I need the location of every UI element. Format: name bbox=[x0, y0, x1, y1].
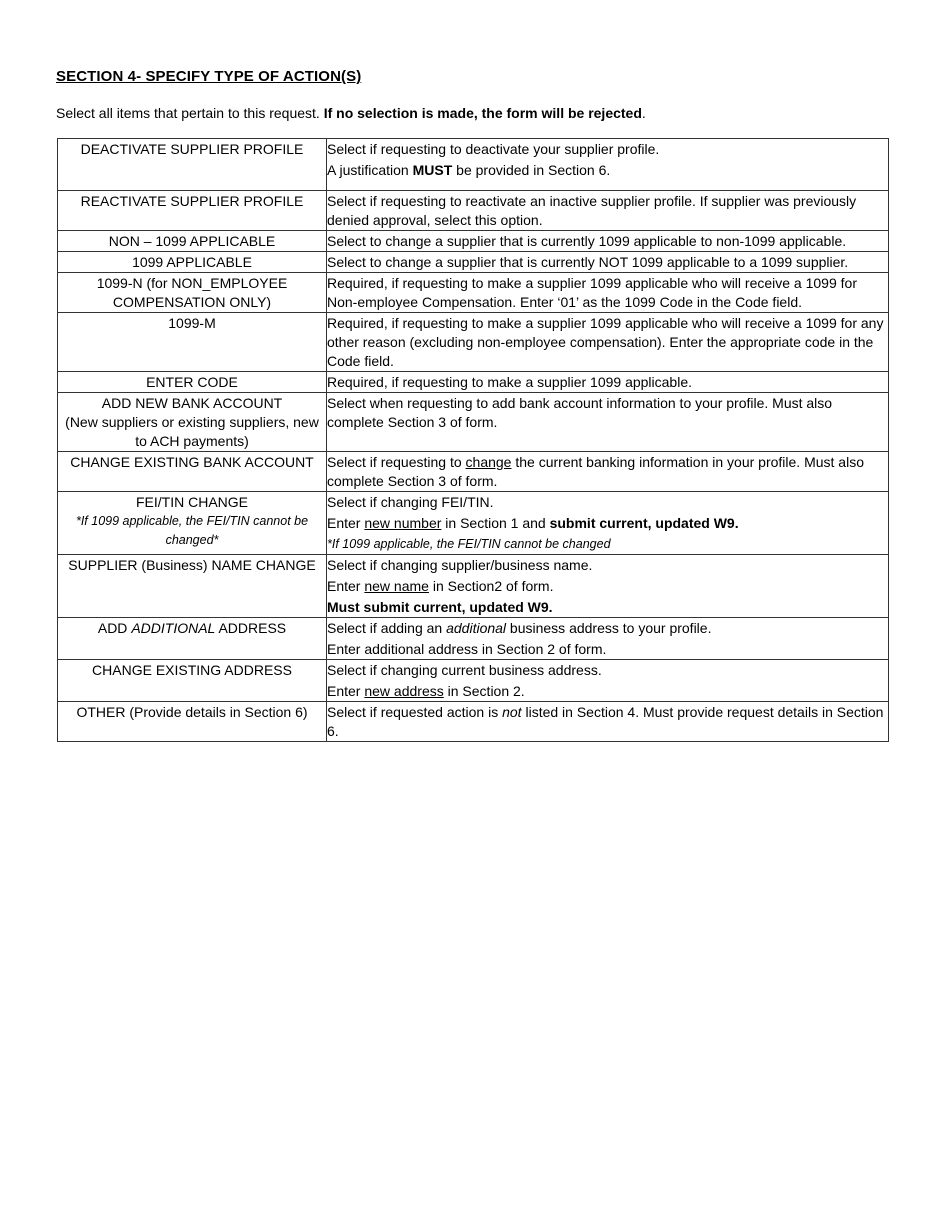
text: Select if adding an bbox=[327, 620, 447, 636]
desc-name-line2 bbox=[327, 577, 888, 596]
label-fein-main: FEI/TIN CHANGE bbox=[135, 494, 248, 510]
label-name-change[interactable]: SUPPLIER (Business) NAME CHANGE bbox=[58, 555, 327, 618]
underlined-text: change bbox=[465, 454, 512, 470]
label-add-address[interactable] bbox=[58, 618, 327, 660]
row-add-bank bbox=[58, 393, 889, 452]
underlined-text: new name bbox=[364, 578, 429, 594]
section-title: SECTION 4- SPECIFY TYPE OF ACTION(S) bbox=[56, 68, 362, 85]
label-add-bank-line1: ADD NEW BANK ACCOUNT bbox=[101, 395, 283, 411]
desc-enter-code: Required, if requesting to make a supplier 1099 applicable. bbox=[327, 372, 889, 393]
intro-bold: If no selection is made, the form will be rejected bbox=[323, 105, 642, 121]
label-enter-code[interactable]: ENTER CODE bbox=[58, 372, 327, 393]
text: in Section 1 and bbox=[441, 515, 550, 531]
text: be provided in Section 6. bbox=[452, 162, 611, 178]
desc-add-address-line1 bbox=[327, 619, 888, 638]
text: in Section2 of form. bbox=[428, 578, 554, 594]
emphasis: Must submit current, updated W9. bbox=[327, 599, 553, 615]
intro-normal: Select all items that pertain to this request. bbox=[56, 105, 324, 121]
emphasis: MUST bbox=[412, 162, 453, 178]
row-other bbox=[58, 702, 889, 742]
row-n1099 bbox=[58, 273, 889, 313]
text: Select if requesting to bbox=[327, 454, 466, 470]
row-deactivate bbox=[58, 139, 889, 191]
underlined-text: new number bbox=[364, 515, 442, 531]
action-table bbox=[57, 138, 889, 742]
text: in Section 2. bbox=[443, 683, 525, 699]
text: A justification bbox=[327, 162, 413, 178]
label-m1099[interactable]: 1099-M bbox=[58, 313, 327, 372]
text: Enter bbox=[327, 578, 365, 594]
label-change-bank[interactable]: CHANGE EXISTING BANK ACCOUNT bbox=[58, 452, 327, 492]
text: ADDRESS bbox=[215, 620, 287, 636]
row-change-address bbox=[58, 660, 889, 702]
row-fein bbox=[58, 492, 889, 555]
emphasis: submit current, updated W9. bbox=[549, 515, 739, 531]
desc-fein bbox=[327, 492, 889, 555]
label-other[interactable]: OTHER (Provide details in Section 6) bbox=[58, 702, 327, 742]
row-change-bank bbox=[58, 452, 889, 492]
intro-text bbox=[56, 105, 646, 121]
italic-text: additional bbox=[446, 620, 507, 636]
desc-add-bank: Select when requesting to add bank account information to your profile. Must also complete Section 3 of form. bbox=[327, 393, 889, 452]
desc-deactivate-line1: Select if requesting to deactivate your supplier profile. bbox=[327, 141, 660, 157]
row-app1099 bbox=[58, 252, 889, 273]
italic-text: ADDITIONAL bbox=[131, 620, 216, 636]
label-deactivate[interactable]: DEACTIVATE SUPPLIER PROFILE bbox=[58, 139, 327, 191]
desc-app1099: Select to change a supplier that is currently NOT 1099 applicable to a 1099 supplier. bbox=[327, 252, 889, 273]
desc-fein-line1: Select if changing FEI/TIN. bbox=[327, 494, 494, 510]
row-enter-code bbox=[58, 372, 889, 393]
desc-non1099: Select to change a supplier that is currently 1099 applicable to non-1099 applicable. bbox=[327, 231, 889, 252]
label-reactivate[interactable]: REACTIVATE SUPPLIER PROFILE bbox=[58, 191, 327, 231]
desc-n1099: Required, if requesting to make a supplier 1099 applicable who will receive a 1099 for Non-employee Compensation. Enter ‘01’ as the 1099 Code in the Code field. bbox=[327, 273, 889, 313]
row-add-address bbox=[58, 618, 889, 660]
label-app1099[interactable]: 1099 APPLICABLE bbox=[58, 252, 327, 273]
text: the current banking information in your profile. Must also complete Section 3 of form. bbox=[327, 454, 864, 489]
row-name-change bbox=[58, 555, 889, 618]
desc-change-address-line2 bbox=[327, 682, 888, 701]
text: Enter bbox=[327, 515, 365, 531]
label-n1099[interactable]: 1099-N (for NON_EMPLOYEE COMPENSATION ONLY) bbox=[58, 273, 327, 313]
row-m1099 bbox=[58, 313, 889, 372]
desc-deactivate bbox=[327, 139, 889, 191]
desc-fein-line3: *If 1099 applicable, the FEI/TIN cannot be changed bbox=[327, 537, 611, 551]
desc-name-line3 bbox=[327, 598, 888, 617]
desc-other bbox=[327, 702, 889, 742]
desc-fein-line2 bbox=[327, 514, 888, 533]
intro-end: . bbox=[641, 105, 646, 121]
desc-m1099: Required, if requesting to make a supplier 1099 applicable who will receive a 1099 for any other reason (excluding non-employee compensation). Enter the appropriate code in the Code field. bbox=[327, 313, 889, 372]
text: Enter bbox=[327, 683, 365, 699]
text: listed in Section 4. Must provide request details in Section 6. bbox=[327, 704, 884, 739]
text: ADD bbox=[97, 620, 132, 636]
desc-deactivate-line2 bbox=[327, 161, 888, 180]
desc-add-address bbox=[327, 618, 889, 660]
row-reactivate bbox=[58, 191, 889, 231]
italic-text: not bbox=[502, 704, 522, 720]
underlined-text: new address bbox=[364, 683, 444, 699]
desc-add-address-line2: Enter additional address in Section 2 of form. bbox=[327, 641, 607, 657]
row-non1099 bbox=[58, 231, 889, 252]
text: business address to your profile. bbox=[506, 620, 712, 636]
desc-name-change bbox=[327, 555, 889, 618]
label-change-address[interactable]: CHANGE EXISTING ADDRESS bbox=[58, 660, 327, 702]
label-add-bank-line2: (New suppliers or existing suppliers, new to ACH payments) bbox=[65, 414, 319, 449]
desc-change-address-line1: Select if changing current business address. bbox=[327, 662, 602, 678]
text: Select if requested action is bbox=[327, 704, 503, 720]
label-fein[interactable] bbox=[58, 492, 327, 555]
label-non1099[interactable]: NON – 1099 APPLICABLE bbox=[58, 231, 327, 252]
desc-reactivate: Select if requesting to reactivate an inactive supplier profile. If supplier was previously denied approval, select this option. bbox=[327, 191, 889, 231]
label-fein-note: *If 1099 applicable, the FEI/TIN cannot be changed* bbox=[75, 514, 309, 547]
label-add-bank[interactable] bbox=[58, 393, 327, 452]
desc-name-line1: Select if changing supplier/business name. bbox=[327, 557, 593, 573]
desc-change-address bbox=[327, 660, 889, 702]
desc-change-bank bbox=[327, 452, 889, 492]
